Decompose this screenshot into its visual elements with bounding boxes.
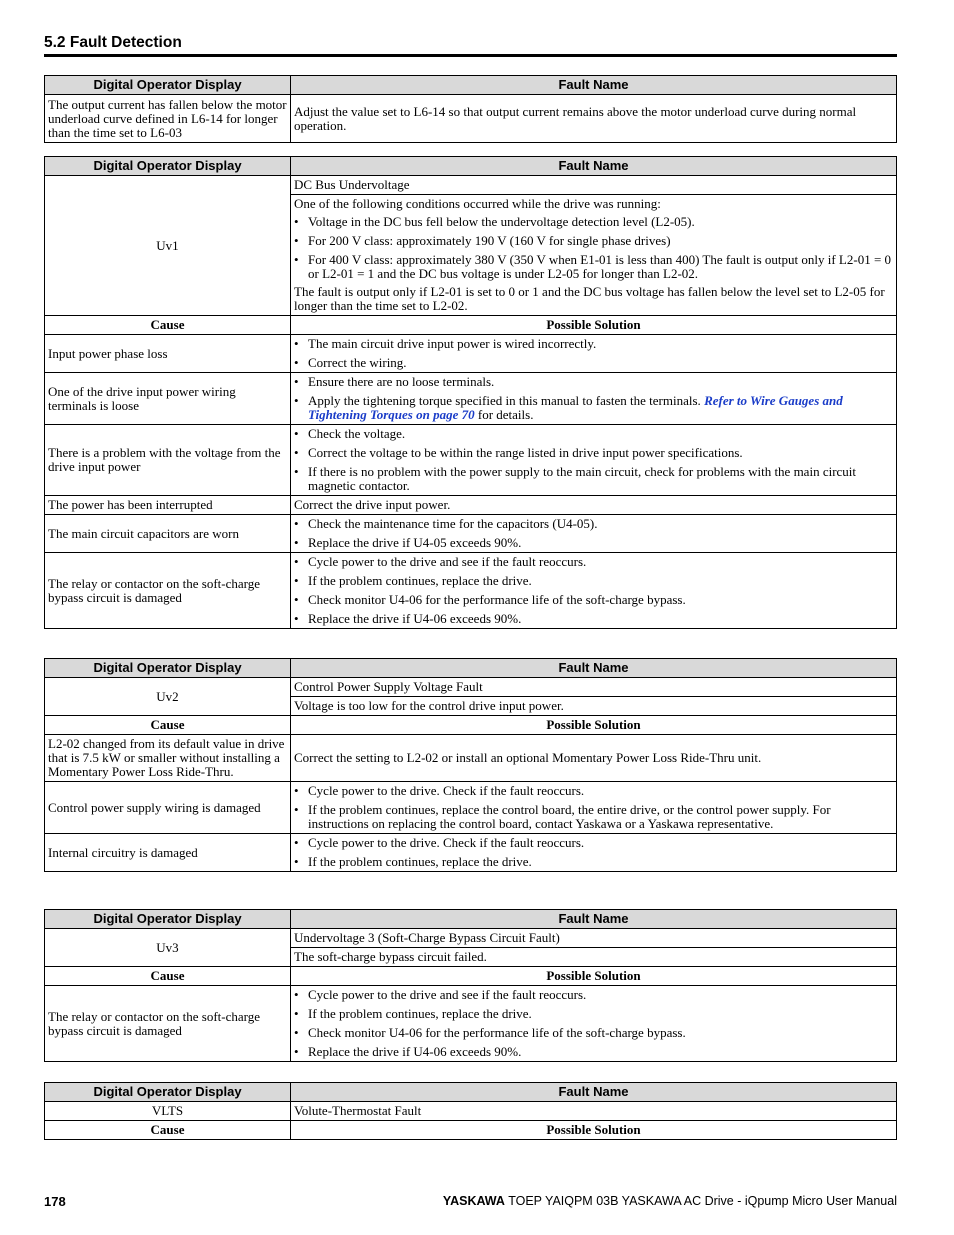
- condition-item: • Voltage in the DC bus fell below the undervoltage detection level (L2-05).: [294, 215, 893, 229]
- fault-table-uv3: [44, 909, 897, 1062]
- cause-cell: The main circuit capacitors are worn: [45, 515, 291, 553]
- solution-item: • The main circuit drive input power is wired incorrectly.: [294, 337, 893, 351]
- column-header-fault-name: Fault Name: [291, 157, 897, 176]
- solution-item: • Replace the drive if U4-05 exceeds 90%.: [294, 536, 893, 550]
- solution-cell: [291, 515, 897, 553]
- condition-item: • For 400 V class: approximately 380 V (350 V when E1-01 is less than 400) The fault is output only if L2-01 = 0 or L2-01 = 1 and the DC bus voltage is under L2-05 for longer than L2-02.: [294, 253, 893, 281]
- column-header-solution: Possible Solution: [291, 316, 897, 335]
- cause-cell: Control power supply wiring is damaged: [45, 782, 291, 834]
- solution-cell: [291, 373, 897, 425]
- column-header-display: Digital Operator Display: [45, 910, 291, 929]
- column-header-display: Digital Operator Display: [45, 1083, 291, 1102]
- fault-code: Uv1: [45, 176, 291, 316]
- column-header-cause: Cause: [45, 967, 291, 986]
- solution-cell: Correct the setting to L2-02 or install an optional Momentary Power Loss Ride-Thru unit.: [291, 735, 897, 782]
- fault-name: DC Bus Undervoltage: [291, 176, 897, 195]
- solution-item: [294, 394, 893, 422]
- description-note: The fault is output only if L2-01 is set to 0 or 1 and the DC bus voltage has fallen below the level set to L2-05 for longer than the time set to L2-02.: [294, 284, 885, 313]
- solution-item: • Ensure there are no loose terminals.: [294, 375, 893, 389]
- solution-item: • Correct the voltage to be within the range listed in drive input power specifications.: [294, 446, 893, 460]
- solution-item: • Replace the drive if U4-06 exceeds 90%.: [294, 612, 893, 626]
- column-header-solution: Possible Solution: [291, 967, 897, 986]
- solution-item: • Check the voltage.: [294, 427, 893, 441]
- column-header-display: Digital Operator Display: [45, 157, 291, 176]
- section-title: 5.2 Fault Detection: [44, 34, 182, 51]
- description-intro: One of the following conditions occurred while the drive was running:: [294, 196, 661, 211]
- cross-reference-link[interactable]: Refer to Wire Gauges and Tightening Torques on page 70: [308, 393, 843, 422]
- cause-cell: One of the drive input power wiring terminals is loose: [45, 373, 291, 425]
- fault-table-uv2: [44, 658, 897, 872]
- solution-item: • If the problem continues, replace the drive.: [294, 1007, 893, 1021]
- column-header-cause: Cause: [45, 716, 291, 735]
- solution-item: • Cycle power to the drive and see if the fault reoccurs.: [294, 988, 893, 1002]
- column-header-cause: Cause: [45, 316, 291, 335]
- fault-code: Uv2: [45, 678, 291, 716]
- cause-cell: Internal circuitry is damaged: [45, 834, 291, 872]
- column-header-fault-name: Fault Name: [291, 76, 897, 95]
- column-header-fault-name: Fault Name: [291, 1083, 897, 1102]
- cause-cell: The power has been interrupted: [45, 496, 291, 515]
- solution-cell: [291, 553, 897, 629]
- solution-item: • If the problem continues, replace the control board, the entire drive, or the control power supply. For instructions on replacing the control board, contact Yaskawa or a Yaskawa representative.: [294, 803, 893, 831]
- cause-cell: Input power phase loss: [45, 335, 291, 373]
- fault-table-underload: [44, 75, 897, 143]
- solution-item: • If the problem continues, replace the drive.: [294, 574, 893, 588]
- cause-cell: There is a problem with the voltage from the drive input power: [45, 425, 291, 496]
- column-header-solution: Possible Solution: [291, 716, 897, 735]
- solution-item: • Check monitor U4-06 for the performance life of the soft-charge bypass.: [294, 1026, 893, 1040]
- footer-doc-name: TOEP YAIQPM 03B YASKAWA AC Drive - iQpump Micro User Manual: [504, 1194, 897, 1208]
- column-header-fault-name: Fault Name: [291, 659, 897, 678]
- solution-cell: Adjust the value set to L6-14 so that output current remains above the motor underload curve during normal operation.: [291, 95, 897, 143]
- column-header-display: Digital Operator Display: [45, 659, 291, 678]
- fault-description: [291, 195, 897, 316]
- condition-list: [294, 215, 893, 281]
- cause-cell: L2-02 changed from its default value in drive that is 7.5 kW or smaller without installing a Momentary Power Loss Ride-Thru.: [45, 735, 291, 782]
- column-header-solution: Possible Solution: [291, 1121, 897, 1140]
- column-header-cause: Cause: [45, 1121, 291, 1140]
- solution-cell: Correct the drive input power.: [291, 496, 897, 515]
- cause-cell: The relay or contactor on the soft-charge bypass circuit is damaged: [45, 986, 291, 1062]
- fault-description: The soft-charge bypass circuit failed.: [291, 948, 897, 967]
- fault-code: Uv3: [45, 929, 291, 967]
- fault-table-vlts: [44, 1082, 897, 1140]
- footer-document-title: [443, 1194, 897, 1208]
- condition-item: • For 200 V class: approximately 190 V (160 V for single phase drives): [294, 234, 893, 248]
- cause-cell: The output current has fallen below the motor underload curve defined in L6-14 for longer than the time set to L6-03: [45, 95, 291, 143]
- column-header-fault-name: Fault Name: [291, 910, 897, 929]
- fault-name: Undervoltage 3 (Soft-Charge Bypass Circuit Fault): [291, 929, 897, 948]
- solution-item: • Cycle power to the drive. Check if the fault reoccurs.: [294, 784, 893, 798]
- solution-item: • Cycle power to the drive. Check if the fault reoccurs.: [294, 836, 893, 850]
- solution-cell: [291, 425, 897, 496]
- page-number: 178: [44, 1194, 66, 1209]
- solution-item: • Correct the wiring.: [294, 356, 893, 370]
- solution-item: • Check the maintenance time for the capacitors (U4-05).: [294, 517, 893, 531]
- section-divider: [44, 54, 897, 57]
- fault-name: Control Power Supply Voltage Fault: [291, 678, 897, 697]
- solution-text: for details.: [474, 407, 534, 422]
- cause-cell: The relay or contactor on the soft-charge bypass circuit is damaged: [45, 553, 291, 629]
- fault-name: Volute-Thermostat Fault: [291, 1102, 897, 1121]
- solution-cell: [291, 335, 897, 373]
- solution-item: • If there is no problem with the power supply to the main circuit, check for problems with the main circuit magnetic contactor.: [294, 465, 893, 493]
- footer-brand: YASKAWA: [442, 1194, 505, 1208]
- fault-code: VLTS: [45, 1102, 291, 1121]
- solution-item: • If the problem continues, replace the drive.: [294, 855, 893, 869]
- column-header-display: Digital Operator Display: [45, 76, 291, 95]
- fault-description: Voltage is too low for the control drive input power.: [291, 697, 897, 716]
- fault-table-uv1: [44, 156, 897, 629]
- solution-item: • Cycle power to the drive and see if the fault reoccurs.: [294, 555, 893, 569]
- solution-cell: [291, 986, 897, 1062]
- solution-item: • Replace the drive if U4-06 exceeds 90%.: [294, 1045, 893, 1059]
- solution-item: • Check monitor U4-06 for the performance life of the soft-charge bypass.: [294, 593, 893, 607]
- solution-text: Apply the tightening torque specified in this manual to fasten the terminals.: [308, 393, 705, 408]
- solution-cell: [291, 782, 897, 834]
- solution-cell: [291, 834, 897, 872]
